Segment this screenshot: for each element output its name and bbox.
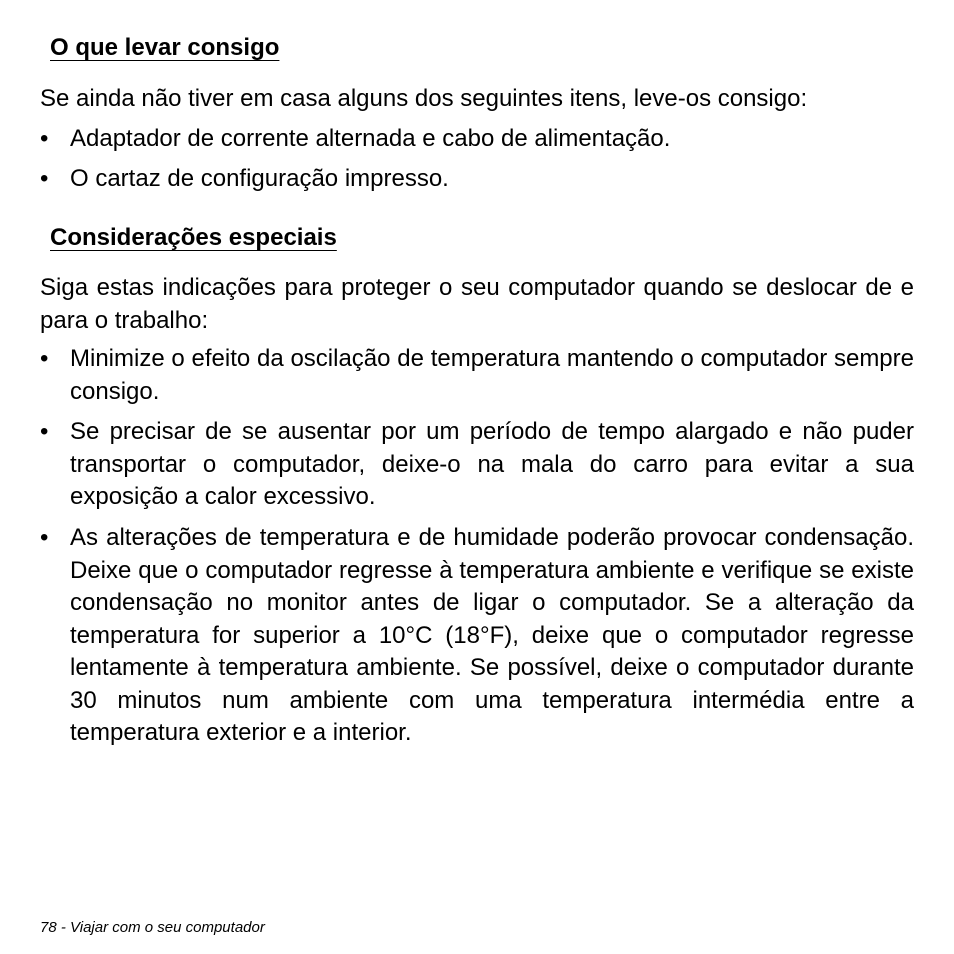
section-heading-what-to-bring: O que levar consigo xyxy=(50,34,280,61)
list-item-text: Se precisar de se ausentar por um período de tempo alargado e não puder transportar o computador, deixe-o na mala do carro para evitar a sua exposição a calor excessivo. xyxy=(70,418,914,510)
section-intro-paragraph: Siga estas indicações para proteger o seu computador quando se deslocar de e para o trabalho: xyxy=(40,274,914,334)
bullet-marker: • xyxy=(40,165,49,192)
bullet-marker: • xyxy=(40,125,49,152)
page-footer: 78 - Viajar com o seu computador xyxy=(40,919,265,936)
bullet-marker: • xyxy=(40,524,49,551)
list-item-text: As alterações de temperatura e de humidade poderão provocar condensação. Deixe que o computador regresse à temperatura ambiente e verifique se existe condensação no monitor antes de ligar o computador. Se a alteração da temperatura for superior a 10°C (18°F), deixe que o computador regresse lentamente à temperatura ambiente. Se possível, deixe o computador durante 30 minutos num ambiente com uma temperatura intermédia entre a temperatura exterior e a interior. xyxy=(70,524,914,746)
list-item-text: O cartaz de configuração impresso. xyxy=(70,165,449,192)
list-item-text: Minimize o efeito da oscilação de temperatura mantendo o computador sempre consigo. xyxy=(70,345,914,405)
section-intro-paragraph: Se ainda não tiver em casa alguns dos seguintes itens, leve-os consigo: xyxy=(40,85,808,112)
bullet-marker: • xyxy=(40,345,49,372)
bullet-marker: • xyxy=(40,418,49,445)
list-item-text: Adaptador de corrente alternada e cabo de alimentação. xyxy=(70,125,671,152)
section-heading-special-considerations: Considerações especiais xyxy=(50,224,337,251)
